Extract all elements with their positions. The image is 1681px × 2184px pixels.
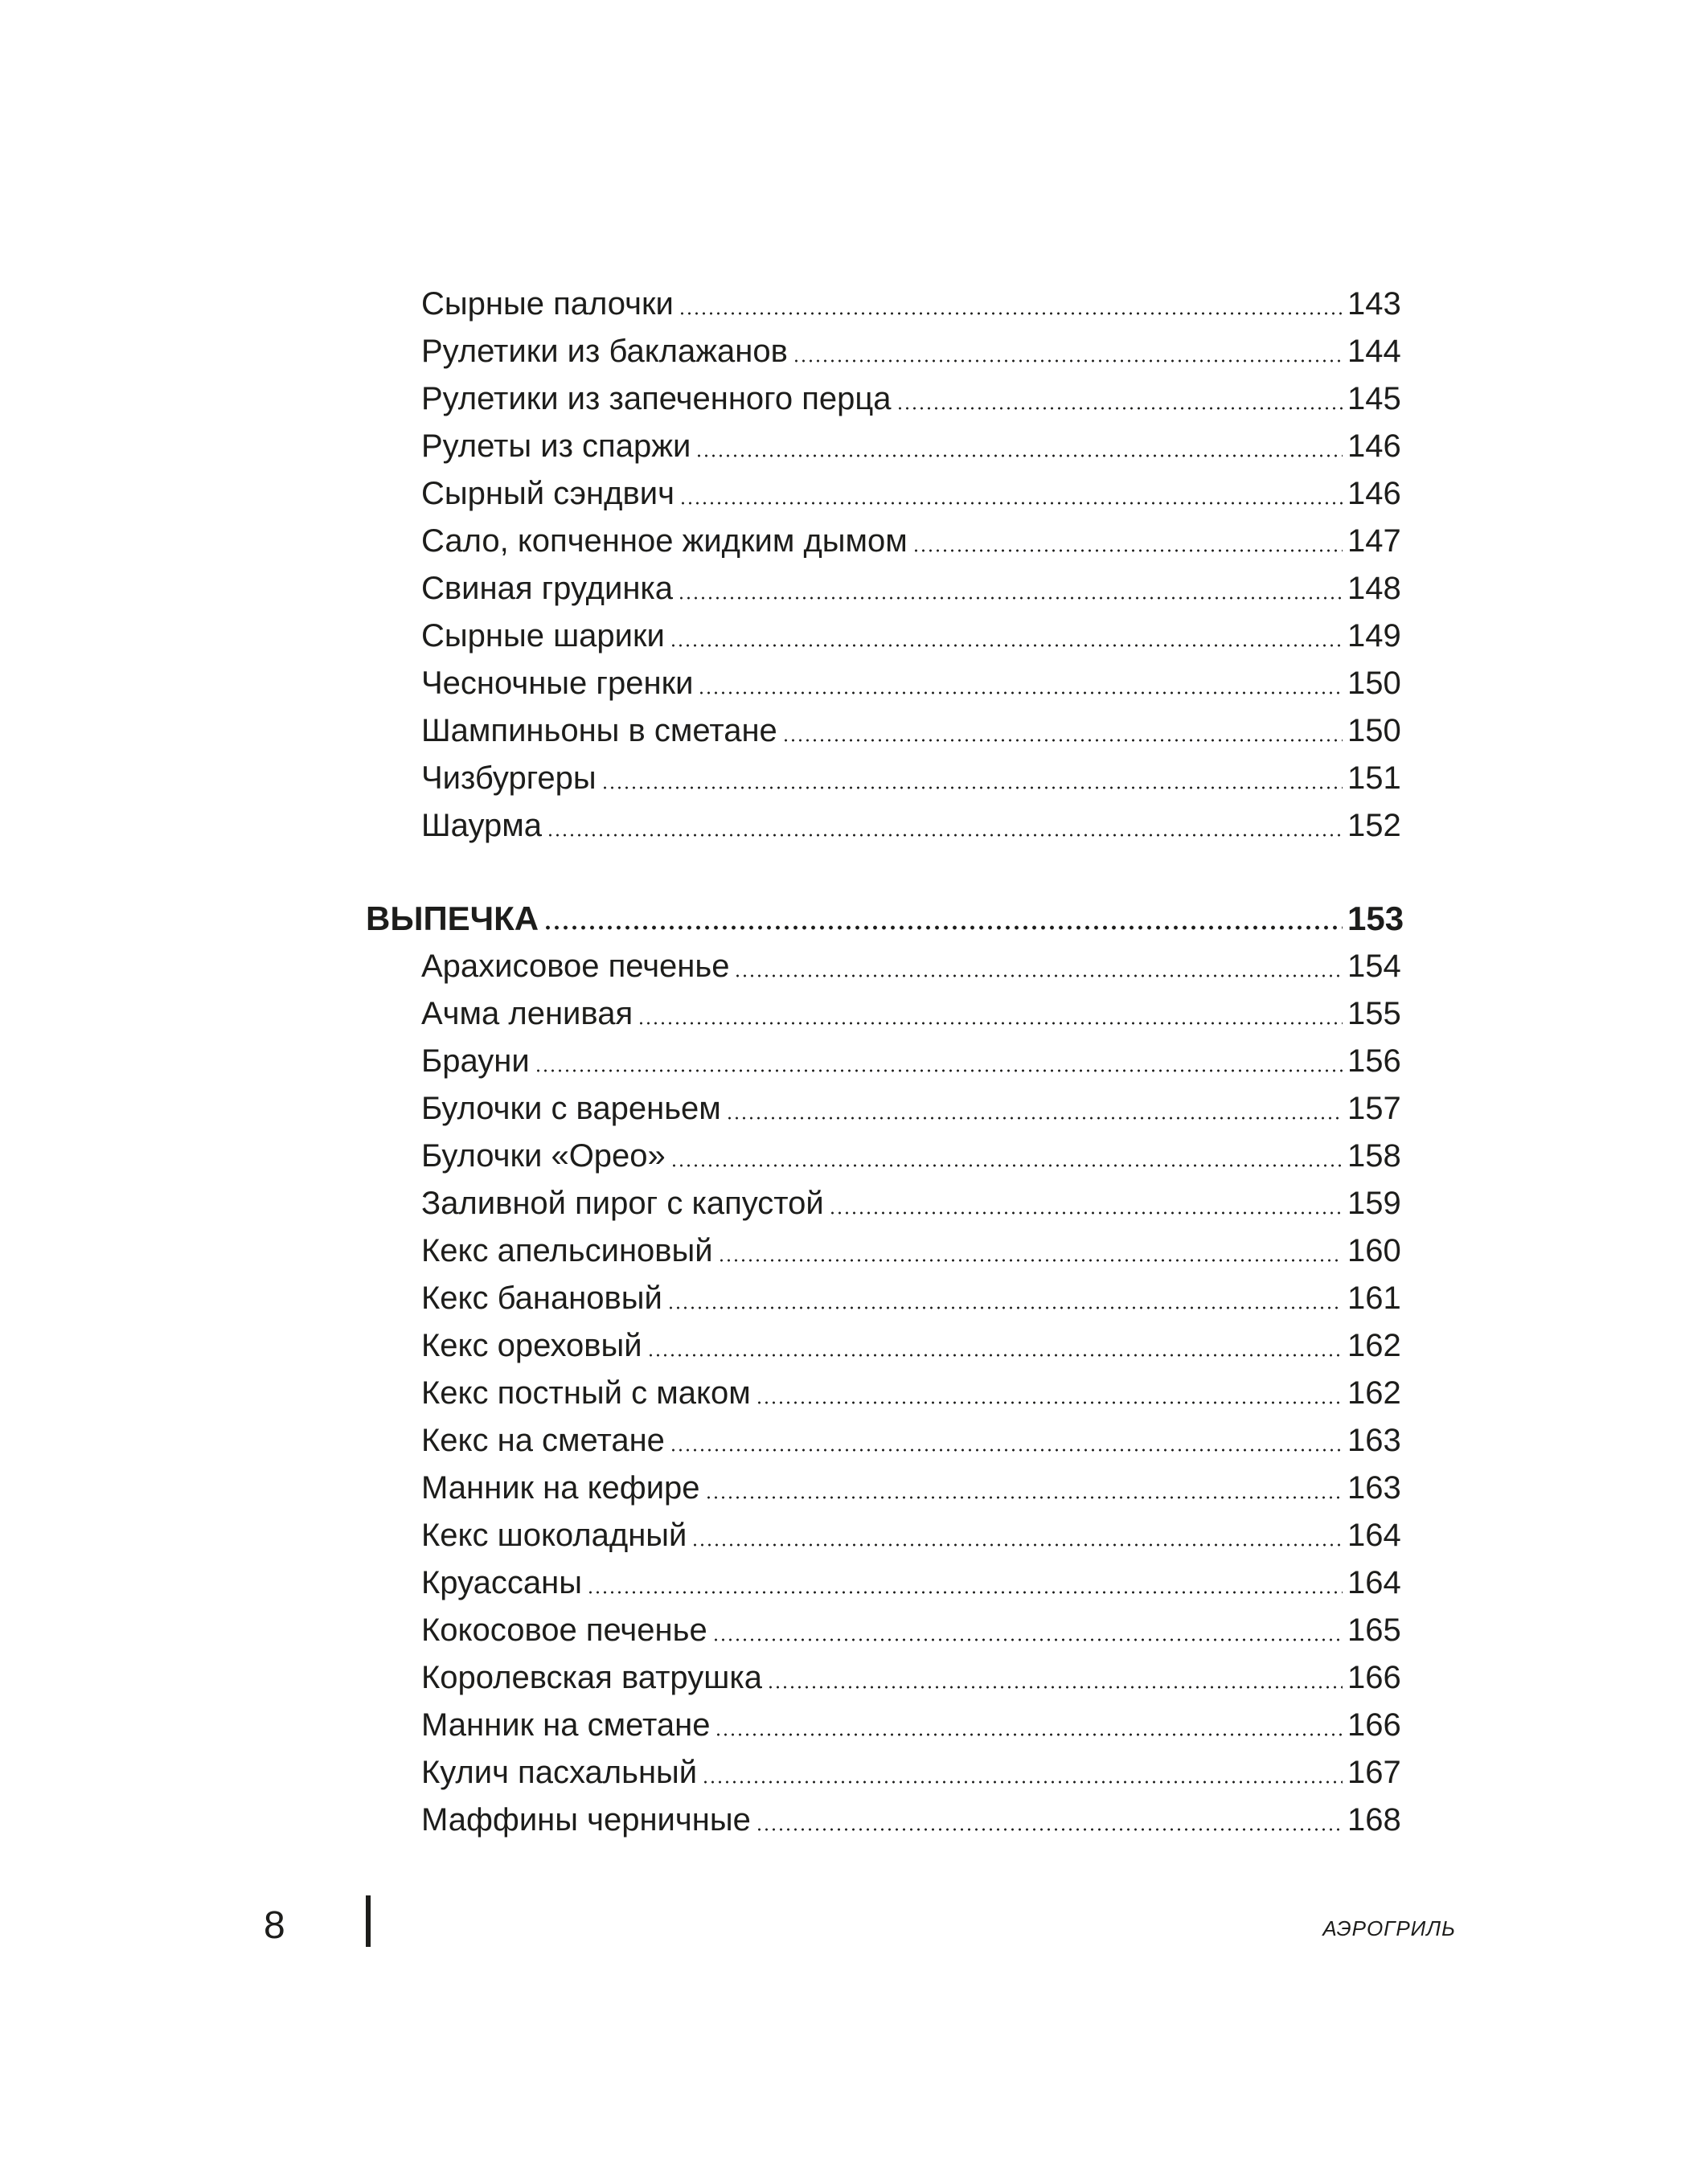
- toc-entry[interactable]: [421, 1601, 1408, 1649]
- toc-entry-page: 143: [1347, 286, 1401, 322]
- toc-entry-page: 160: [1347, 1233, 1401, 1268]
- toc-entry-title: Булочки «Орео»: [421, 1138, 666, 1174]
- toc-entry-page: 151: [1347, 760, 1401, 796]
- toc-entry-title: Кекс шоколадный: [421, 1518, 687, 1553]
- dot-leader: [667, 1306, 1343, 1309]
- toc-entry-title: Рулетики из баклажанов: [421, 334, 788, 369]
- toc-entry-page: 164: [1347, 1565, 1401, 1600]
- dot-leader: [756, 1828, 1343, 1831]
- toc-entry-page: 163: [1347, 1470, 1401, 1506]
- toc-entry-title: Шампиньоны в сметане: [421, 713, 777, 748]
- dot-leader: [712, 1638, 1343, 1641]
- toc-entry-title: Кекс ореховый: [421, 1328, 642, 1363]
- section-page: 153: [1347, 899, 1404, 937]
- toc-entry[interactable]: [421, 937, 1408, 985]
- dot-leader: [767, 1686, 1343, 1689]
- toc-entry-title: Сало, копченное жидким дымом: [421, 523, 908, 559]
- toc-entry-page: 150: [1347, 666, 1401, 701]
- dot-leader: [670, 644, 1343, 647]
- dot-leader: [726, 1117, 1343, 1120]
- dot-leader: [547, 834, 1343, 837]
- toc-entry-title: Маффины черничные: [421, 1802, 751, 1838]
- toc-entry-page: 149: [1347, 618, 1401, 654]
- toc-entry-title: Круассаны: [421, 1565, 582, 1600]
- toc-entry-title: Кекс на сметане: [421, 1423, 665, 1458]
- toc-entry[interactable]: [421, 1269, 1408, 1317]
- toc-entry-title: Чизбургеры: [421, 760, 597, 796]
- toc-entry-page: 168: [1347, 1802, 1401, 1838]
- toc-entry[interactable]: [421, 749, 1408, 797]
- toc-entry-title: Кекс постный с маком: [421, 1375, 751, 1411]
- dot-leader: [679, 502, 1343, 505]
- dot-leader: [718, 1259, 1343, 1262]
- toc-entry-page: 166: [1347, 1660, 1401, 1695]
- dot-leader: [698, 691, 1343, 695]
- toc-entry-title: Сырный сэндвич: [421, 476, 674, 511]
- toc-entry-page: 147: [1347, 523, 1401, 559]
- toc-entry-page: 155: [1347, 996, 1401, 1031]
- dot-leader: [535, 1069, 1343, 1072]
- toc-entry-page: 167: [1347, 1755, 1401, 1790]
- toc-entry-page: 144: [1347, 334, 1401, 369]
- toc-entry-page: 162: [1347, 1375, 1401, 1411]
- toc-entry-title: Булочки с вареньем: [421, 1091, 721, 1126]
- toc-entry-title: Арахисовое печенье: [421, 949, 730, 984]
- toc-entry[interactable]: [421, 797, 1408, 845]
- dot-leader: [601, 786, 1343, 789]
- toc-entry-title: Шаурма: [421, 808, 542, 843]
- toc-entry-title: Кокосовое печенье: [421, 1612, 707, 1648]
- running-title: АЭРОГРИЛЬ: [1322, 1916, 1456, 1940]
- toc-entry-title: Кулич пасхальный: [421, 1755, 698, 1790]
- toc-entry[interactable]: [421, 1127, 1408, 1175]
- toc-entry-title: Манник на кефире: [421, 1470, 700, 1506]
- dot-leader: [679, 312, 1343, 315]
- toc-entry[interactable]: [421, 275, 1408, 323]
- toc-entry-title: Королевская ватрушка: [421, 1660, 762, 1695]
- toc-entry-title: Заливной пирог с капустой: [421, 1186, 824, 1221]
- toc-entry-page: 159: [1347, 1186, 1401, 1221]
- toc-section-heading[interactable]: [366, 890, 1408, 938]
- toc-entry[interactable]: [421, 465, 1408, 513]
- footer-divider: [366, 1895, 371, 1947]
- toc-entry[interactable]: [421, 512, 1408, 560]
- dot-leader: [638, 1022, 1343, 1025]
- toc-entry-page: 150: [1347, 713, 1401, 748]
- page-number: 8: [264, 1904, 285, 1947]
- toc-entry-title: Кекс апельсиновый: [421, 1233, 713, 1268]
- dot-leader: [670, 1164, 1343, 1167]
- dot-leader: [829, 1211, 1343, 1215]
- toc-entry[interactable]: [421, 559, 1408, 608]
- toc-entry-title: Рулеты из спаржи: [421, 428, 691, 464]
- toc-entry-title: Рулетики из запеченного перца: [421, 381, 892, 416]
- toc-entry-page: 146: [1347, 476, 1401, 511]
- toc-entry-page: 158: [1347, 1138, 1401, 1174]
- toc-entry[interactable]: [421, 1032, 1408, 1080]
- dot-leader: [587, 1591, 1343, 1594]
- dot-leader: [782, 739, 1343, 742]
- toc-entry[interactable]: [421, 1791, 1408, 1839]
- dot-leader: [715, 1733, 1343, 1736]
- toc-entry[interactable]: [421, 1364, 1408, 1412]
- toc-entry-page: 157: [1347, 1091, 1401, 1126]
- toc-entry[interactable]: [421, 322, 1408, 371]
- dot-leader: [705, 1496, 1343, 1499]
- toc-entry[interactable]: [421, 1506, 1408, 1555]
- toc-entry-title: Свиная грудинка: [421, 571, 674, 606]
- toc-entry[interactable]: [421, 1554, 1408, 1602]
- toc-entry-page: 156: [1347, 1043, 1401, 1079]
- dot-leader: [756, 1401, 1343, 1404]
- toc-entry-title: Брауни: [421, 1043, 530, 1079]
- toc-entry[interactable]: [421, 654, 1408, 703]
- toc-entry[interactable]: [421, 1696, 1408, 1744]
- toc-entry[interactable]: [421, 370, 1408, 418]
- toc-entry[interactable]: [421, 1412, 1408, 1460]
- section-title: ВЫПЕЧКА: [366, 899, 539, 937]
- toc-entry-page: 145: [1347, 381, 1401, 416]
- toc-entry[interactable]: [421, 1174, 1408, 1223]
- toc-entry-page: 162: [1347, 1328, 1401, 1363]
- toc-entry-page: 152: [1347, 808, 1401, 843]
- toc-entry-page: 146: [1347, 428, 1401, 464]
- dot-leader: [702, 1780, 1343, 1784]
- toc-entry-title: Манник на сметане: [421, 1707, 711, 1743]
- dot-leader: [896, 407, 1343, 410]
- toc-entry[interactable]: [421, 1317, 1408, 1365]
- toc-entry[interactable]: [421, 417, 1408, 465]
- toc-entry[interactable]: [421, 1459, 1408, 1507]
- toc-entry-page: 164: [1347, 1518, 1401, 1553]
- toc-entry[interactable]: [421, 702, 1408, 750]
- dot-leader: [793, 359, 1343, 363]
- dot-leader: [695, 454, 1343, 457]
- dot-leader: [670, 1448, 1343, 1452]
- toc-entry[interactable]: [421, 607, 1408, 655]
- toc-entry-page: 148: [1347, 571, 1401, 606]
- toc-entry[interactable]: [421, 985, 1408, 1033]
- dot-leader: [734, 974, 1343, 977]
- toc-entry-page: 161: [1347, 1280, 1401, 1316]
- toc-entry[interactable]: [421, 1744, 1408, 1792]
- toc-entry-title: Ачма ленивая: [421, 996, 633, 1031]
- toc-entry-page: 166: [1347, 1707, 1401, 1743]
- dot-leader: [678, 596, 1343, 600]
- toc-entry-page: 165: [1347, 1612, 1401, 1648]
- dot-leader: [543, 925, 1343, 930]
- toc-entry[interactable]: [421, 1080, 1408, 1128]
- dot-leader: [912, 549, 1343, 552]
- toc-entry[interactable]: [421, 1649, 1408, 1697]
- toc-entry-title: Чесночные гренки: [421, 666, 694, 701]
- toc-entry-page: 154: [1347, 949, 1401, 984]
- dot-leader: [691, 1543, 1343, 1547]
- toc-entry-title: Кекс банановый: [421, 1280, 662, 1316]
- toc-entry-page: 163: [1347, 1423, 1401, 1458]
- toc-entry-title: Сырные шарики: [421, 618, 665, 654]
- toc-entry-title: Сырные палочки: [421, 286, 674, 322]
- toc-entry[interactable]: [421, 1222, 1408, 1270]
- dot-leader: [647, 1354, 1343, 1357]
